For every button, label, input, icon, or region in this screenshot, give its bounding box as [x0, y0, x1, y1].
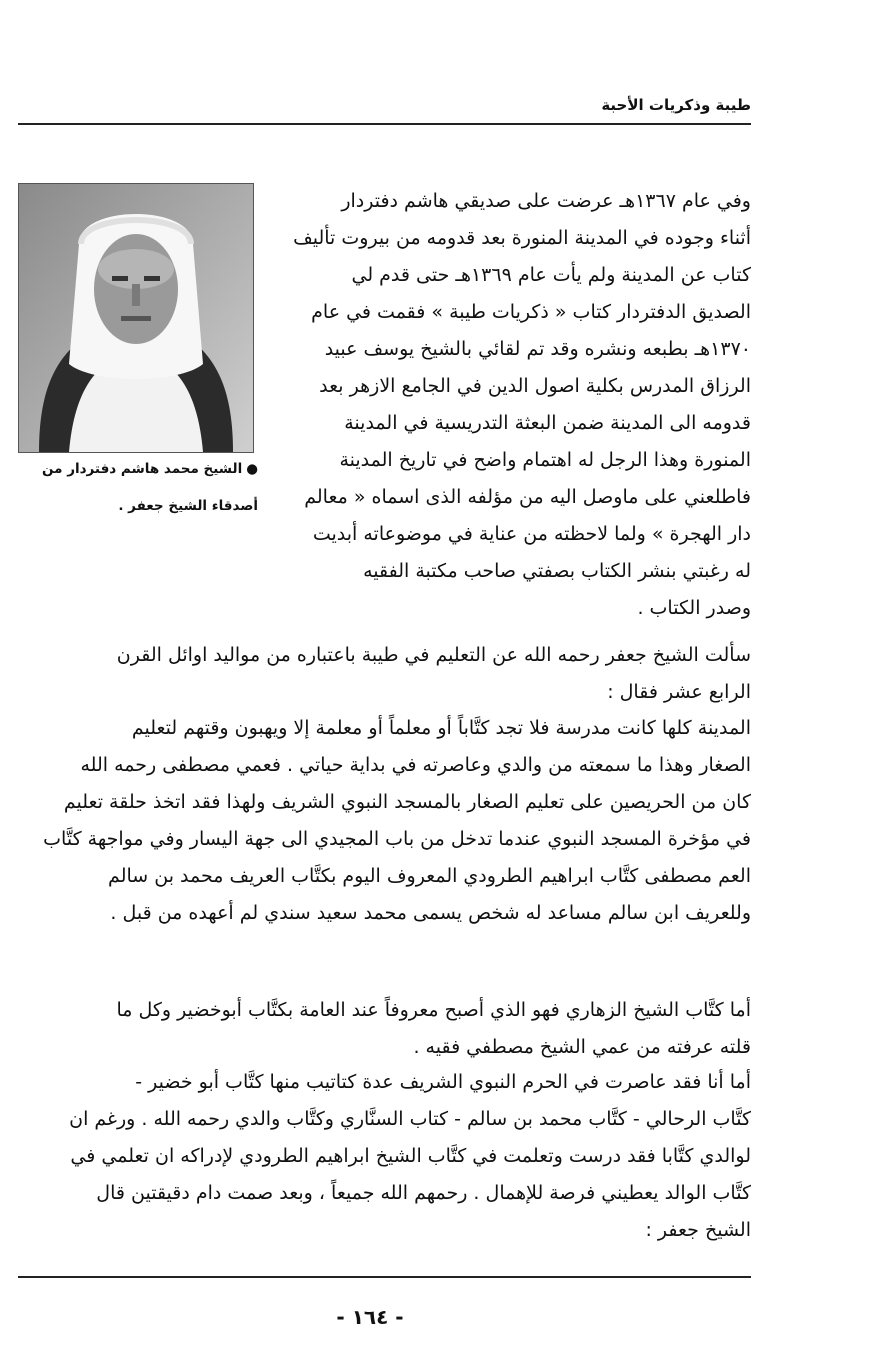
text-line: أثناء وجوده في المدينة المنورة بعد قدومه من بيروت تأليف	[293, 227, 751, 249]
text-line: المدينة كلها كانت مدرسة فلا تجد كتَّاباً أو معلماً أو معلمة إلا ويهبون وقتهم لتعليم	[131, 717, 751, 739]
text-line: الشيخ جعفر :	[645, 1219, 751, 1241]
footer-rule	[18, 1276, 751, 1278]
paragraph-1	[273, 183, 751, 627]
text-line: لوالدي كتَّابا فقد درست وتعلمت في كتَّاب الشيخ ابراهيم الطرودي لإدراكه ان تعلمي في	[70, 1145, 751, 1167]
text-line: أما كتَّاب الشيخ الزهاري فهو الذي أصبح معروفاً عند العامة بكتَّاب أبوخضير وكل ما	[116, 999, 751, 1021]
text-line: الصديق الدفتردار كتاب « ذكريات طيبة » فقمت في عام	[311, 301, 751, 323]
text-line: أما أنا فقد عاصرت في الحرم النبوي الشريف عدة كتاتيب منها كتَّاب أبو خضير -	[135, 1071, 751, 1093]
caption-bullet: ●	[246, 461, 258, 477]
text-line: وصدر الكتاب .	[637, 597, 751, 619]
text-line: وفي عام ١٣٦٧هـ عرضت على صديقي هاشم دفتردار	[341, 190, 751, 212]
portrait-photo	[18, 183, 254, 453]
text-line: قلته عرفته من عمي الشيخ مصطفي فقيه .	[413, 1036, 751, 1058]
portrait-image	[19, 184, 253, 452]
paragraph-5	[18, 1064, 751, 1249]
text-line: الصغار وهذا ما سمعته من والدي وعاصرته في بداية حياتي . فعمي مصطفى رحمه الله	[80, 754, 751, 776]
text-line: المنورة وهذا الرجل له اهتمام واضح في تاريخ المدينة	[339, 449, 751, 471]
paragraph-3	[18, 710, 751, 932]
paragraph-4	[18, 992, 751, 1066]
text-line: كتَّاب الوالد يعطيني فرصة للإهمال . رحمهم الله جميعاً ، وبعد صمت دام دقيقتين قال	[96, 1182, 751, 1204]
text-line: له رغبتي بنشر الكتاب بصفتي صاحب مكتبة الفقيه	[363, 560, 751, 582]
page-number: - ١٦٤ -	[336, 1305, 404, 1329]
text-line: الرابع عشر فقال :	[607, 681, 751, 703]
paragraph-2	[18, 637, 751, 711]
header-rule	[18, 123, 751, 125]
text-line: العم مصطفى كتَّاب ابراهيم الطرودي المعروف اليوم بكتَّاب العريف محمد بن سالم	[108, 865, 751, 887]
text-line: كان من الحريصين على تعليم الصغار بالمسجد النبوي الشريف ولهذا فقد اتخذ حلقة تعليم	[63, 791, 751, 813]
text-line: الرزاق المدرس بكلية اصول الدين في الجامع الازهر بعد	[319, 375, 751, 397]
text-line: كتاب عن المدينة ولم يأت عام ١٣٦٩هـ حتى قدم لي	[351, 264, 751, 286]
running-title: طيبة وذكريات الأحبة	[601, 96, 751, 114]
text-line: وللعريف ابن سالم مساعد له شخص يسمى محمد سعيد سندي لم أعهده من قبل .	[110, 902, 751, 924]
text-line: كتَّاب الرحالي - كتَّاب محمد بن سالم - كتاب السنَّاري وكتَّاب والدي رحمه الله . ورغم ان	[69, 1108, 751, 1130]
text-line: قدومه الى المدينة ضمن البعثة التدريسية في المدينة	[344, 412, 751, 434]
text-line: ١٣٧٠هـ بطبعه ونشره وقد تم لقائي بالشيخ يوسف عبيد	[324, 338, 751, 360]
text-line: دار الهجرة » ولما لاحظته من عناية في موضوعاته أبديت	[312, 523, 751, 545]
photo-caption	[8, 456, 258, 530]
text-line: سألت الشيخ جعفر رحمه الله عن التعليم في طيبة باعتباره من مواليد اوائل القرن	[116, 644, 751, 666]
caption-line: أصدقاء الشيخ جعفر .	[118, 498, 258, 514]
text-line: في مؤخرة المسجد النبوي عندما تدخل من باب المجيدي الى جهة اليسار وفي مواجهة كتَّاب	[43, 828, 751, 850]
text-line: فاطلعني على ماوصل اليه من مؤلفه الذى اسماه « معالم	[304, 486, 751, 508]
caption-line: ●الشيخ محمد هاشم دفتردار من	[8, 456, 258, 493]
